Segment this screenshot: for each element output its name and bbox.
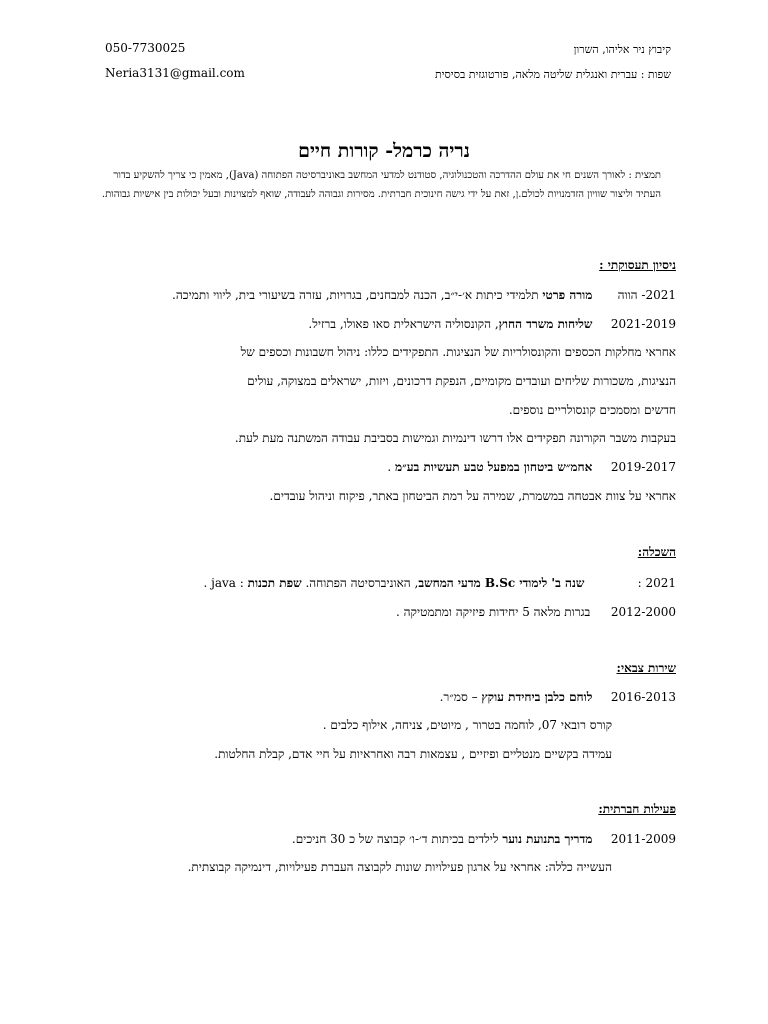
job-foreign-ministry (86, 317, 676, 332)
military-detail-line: עמידה בקשיים מנטליים ופיזיים , עצמאות רבה ואחראיות על חיי אדם, קבלת החלטות. (214, 747, 612, 761)
education-item-university (86, 576, 676, 591)
education-heading: השכלה: (637, 545, 676, 559)
job-description: תלמידי כיתות א׳-י״ב, הכנה למבחנים, בגרויות, עזרה בשיעורי בית, ליווי ותמיכה. (172, 288, 543, 302)
job-date: 2021-2019 (610, 317, 676, 331)
military-service-item (86, 690, 676, 705)
military-role: לוחם כלבן ביחידת עוקץ (481, 690, 593, 704)
email-address[interactable]: Neria3131@gmail.com (105, 66, 245, 80)
social-role: מדריך בתנועת נוער (502, 832, 593, 846)
programming-language-value: : java . (203, 576, 248, 590)
summary-paragraph: תמצית : לאורך השנים חי את עולם ההדרכה והטכנולוגיה, סטודנט למדעי המחשב באוניברסיטה הפתוחה (Java), מאמין כי צריך להשקיע בדור העתיד וליצור שוויון הזדמנויות לכולם.ן, זאת על ידי גישה חינוכית חברתית. מסירות וגבוהה לעבודה, שואף למצוינות ובעל יכולות בין אישיות גבוהות. (101, 170, 661, 200)
job-detail-line: אחראי מחלקות הכספים והקונסולריות של הנציגות. התפקידים כללו: ניהול חשבונות וכספים של (240, 345, 676, 359)
job-detail-line: חדשים ומסמכים קונסולריים נוספים. (508, 403, 676, 417)
education-institution: , האוניברסיטה הפתוחה. (301, 576, 419, 590)
education-description: בגרות מלאה 5 יחידות פיזיקה ומתמטיקה . (395, 605, 591, 619)
job-detail-line: בעקבות משבר הקורונה תפקידים אלו דרשו דינמיות וגמישות בסביבת עבודה המשתנה מעת לעת. (234, 431, 676, 445)
military-detail-line: קורס רובאי 07, לוחמה בטרור , מיוטים, צניחה, אילוף כלבים . (322, 718, 612, 732)
social-heading: פעילות חברתית: (598, 802, 676, 816)
military-date: 2016-2013 (610, 690, 676, 704)
social-description: לילדים בכיתות ד׳-ו׳ קבוצה של כ 30 חניכים. (291, 832, 503, 846)
job-title: שליחות משרד החוץ (498, 317, 593, 331)
phone-number: 050-7730025 (105, 41, 186, 55)
home-address: קיבוץ ניר אליהו, השרון (573, 43, 671, 56)
education-item-highschool (86, 605, 676, 620)
job-security-shift-manager (86, 460, 676, 475)
education-date: 2012-2000 (610, 605, 676, 619)
social-activity-item (86, 832, 676, 847)
job-date: 2021- הווה (617, 288, 676, 302)
social-date: 2011-2009 (610, 832, 676, 846)
military-rank: – סמ״ר. (439, 690, 482, 704)
programming-language-label: שפת תכנות (247, 576, 302, 590)
job-date: 2019-2017 (610, 460, 676, 474)
job-detail-line: הנציגות, משכורות שליחים ועובדים מקומיים, הנפקת דרכונים, ויזות, ישראלים במצוקה, עולים (247, 374, 676, 388)
job-description: , הקונסוליה הישראלית סאו פאולו, ברזיל. (308, 317, 499, 331)
education-degree: שנה ב' לימודי B.Sc מדעי המחשב (418, 576, 585, 590)
job-description: . (387, 460, 396, 474)
job-detail-line: אחראי על צוות אבטחה במשמרת, שמירה על רמת הביטחון באתר, פיקוח וניהול עובדים. (269, 489, 676, 503)
experience-heading: ניסיון תעסוקתי : (599, 258, 676, 272)
education-date: 2021 : (637, 576, 676, 590)
page-title: נריה כרמל- קורות חיים (298, 140, 470, 162)
job-private-tutor (86, 288, 676, 303)
military-heading: שירות צבאי: (616, 661, 676, 675)
social-detail-line: העשייה כללה: אחראי על ארגון פעילויות שונות לקבוצה העברת פעילויות, דינמיקה קבוצתית. (187, 860, 612, 874)
job-title: מורה פרטי (542, 288, 593, 302)
job-title: אחמ״ש ביטחון במפעל טבע תעשיות בע״מ (395, 460, 593, 474)
languages-line: שפות : עברית ואנגלית שליטה מלאה, פורטוגזית בסיסית (434, 68, 671, 81)
